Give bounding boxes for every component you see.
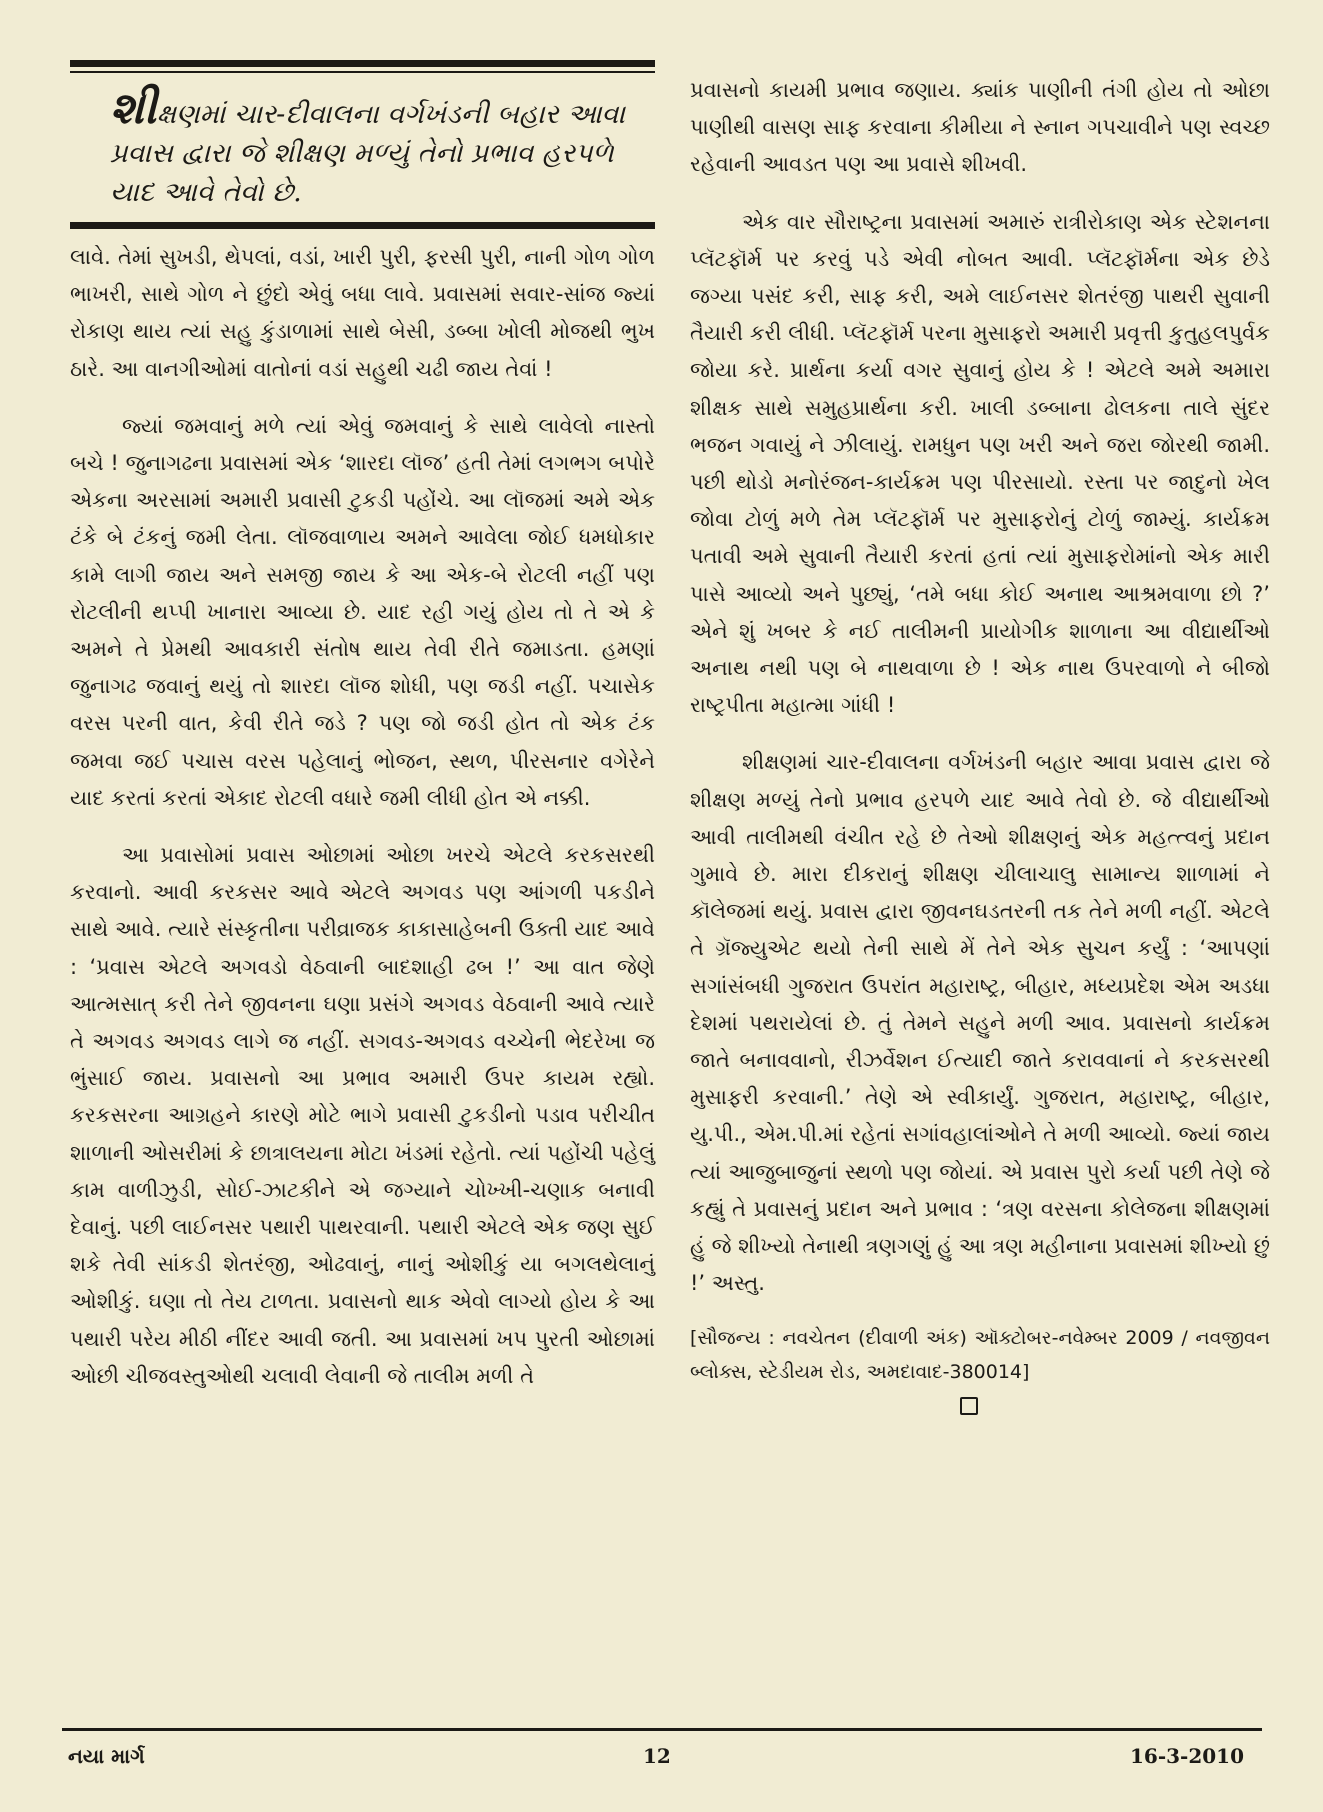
pull-quote-text: ક્ષણમાં ચાર-દીવાલના વર્ગખંડની બહાર આવા પ્રવાસ દ્વારા જે શીક્ષણ મળ્યું તેનો પ્રભાવ હરપળે યાદ આવે તેવો છે. <box>110 99 625 208</box>
footer-rule <box>62 1728 1262 1731</box>
pull-quote-top-rule <box>70 60 655 67</box>
left-paragraph-2: જ્યાં જમવાનું મળે ત્યાં એવું જમવાનું કે સાથે લાવેલો નાસ્તો બચે ! જુનાગઢના પ્રવાસમાં એક ‘શારદા લૉજ’ હતી તેમાં લગભગ બપોરે એકના અરસામાં અમારી પ્રવાસી ટુકડી પહોંચે. આ લૉજમાં અમે એક ટંકે બે ટંકનું જમી લેતા. લૉજવાળાય અમને આવેલા જોઈ ધમધોકાર કામે લાગી જાય અને સમજી જાય કે આ એક-બે રોટલી નહીં પણ રોટલીની થપ્પી ખાનારા આવ્યા છે. યાદ રહી ગયું હોય તો તે એ કે અમને તે પ્રેમથી આવકારી સંતોષ થાય તેવી રીતે જમાડતા. હમણાં જુનાગઢ જવાનું થયું તો શારદા લૉજ શોધી, પણ જડી નહીં. પચાસેક વરસ પરની વાત, કેવી રીતે જડે ? પણ જો જડી હોત તો એક ટંક જમવા જઈ પચાસ વરસ પહેલાનું ભોજન, સ્થળ, પીરસનાર વગેરેને યાદ કરતાં કરતાં એકાદ રોટલી વધારે જમી લીધી હોત એ નક્કી. <box>70 413 655 810</box>
footer-page-number: 12 <box>643 1744 671 1768</box>
right-column <box>690 72 1270 1415</box>
right-paragraph-1: પ્રવાસનો કાયમી પ્રભાવ જણાય. ક્યાંક પાણીની તંગી હોય તો ઓછા પાણીથી વાસણ સાફ કરવાના કીમીયા ને સ્નાન ગપચાવીને પણ સ્વચ્છ રહેવાની આવડત પણ આ પ્રવાસે શીખવી. <box>690 78 1270 177</box>
right-paragraph-3: શીક્ષણમાં ચાર-દીવાલના વર્ગખંડની બહાર આવા પ્રવાસ દ્વારા જે શીક્ષણ મળ્યું તેનો પ્રભાવ હરપળે યાદ આવે તેવો છે. જે વીદ્યાર્થીઓ આવી તાલીમથી વંચીત રહે છે તેઓ શીક્ષણનું એક મહત્ત્વનું પ્રદાન ગુમાવે છે. મારા દીકરાનું શીક્ષણ ચીલાચાલુ સામાન્ય શાળામાં ને કૉલેજમાં થયું. પ્રવાસ દ્વારા જીવનઘડતરની તક તેને મળી નહીં. એટલે તે ગ્રૅજ્યુએટ થયો તેની સાથે મેં તેને એક સુચન કર્યું : ‘આપણાં સગાંસંબધી ગુજરાત ઉપરાંત મહારાષ્ટ્ર, બીહાર, મધ્યપ્રદેશ એમ અડધા દેશમાં પથરાયેલાં છે. તું તેમને સહુને મળી આવ. પ્રવાસનો કાર્યક્રમ જાતે બનાવવાનો, રીઝર્વેશન ઈત્યાદી જાતે કરાવવાનાં ને કરકસરથી મુસાફરી કરવાની.’ તેણે એ સ્વીકાર્યું. ગુજરાત, મહારાષ્ટ્ર, બીહાર, યુ.પી., એમ.પી.માં રહેતાં સગાંવહાલાંઓને તે મળી આવ્યો. જ્યાં જાય ત્યાં આજુબાજુનાં સ્થળો પણ જોયાં. એ પ્રવાસ પુરો કર્યા પછી તેણે જે કહ્યું તે પ્રવાસનું પ્રદાન અને પ્રભાવ : ‘ત્રણ વરસના કોલેજના શીક્ષણમાં હું જે શીખ્યો તેનાથી ત્રણગણું હું આ ત્રણ મહીનાના પ્રવાસમાં શીખ્યો છું !’ અસ્તુ. <box>690 750 1270 1296</box>
footer-date: 16-3-2010 <box>1130 1744 1245 1768</box>
left-paragraph-1: લાવે. તેમાં સુખડી, થેપલાં, વડાં, ખારી પુરી, ફરસી પુરી, નાની ગોળ ગોળ ભાખરી, સાથે ગોળ ને છુંદો એવું બધા લાવે. પ્રવાસમાં સવાર-સાંજ જ્યાં રોકાણ થાય ત્યાં સહુ કુંડાળામાં સાથે બેસી, ડબ્બા ખોલી મોજથી ભુખ ઠારે. આ વાનગીઓમાં વાતોનાં વડાં સહુથી ચઢી જાય તેવાં ! <box>70 245 655 381</box>
pull-quote-bottom-rule <box>70 222 655 229</box>
right-paragraph-2: એક વાર સૌરાષ્ટ્રના પ્રવાસમાં અમારું રાત્રીરોકાણ એક સ્ટેશનના પ્લૅટફૉર્મ પર કરવું પડે એવી નોબત આવી. પ્લૅટફૉર્મના એક છેડે જગ્યા પસંદ કરી, સાફ કરી, અમે લાઈનસર શેતરંજી પાથરી સુવાની તૈયારી કરી લીધી. પ્લૅટફૉર્મ પરના મુસાફરો અમારી પ્રવૃત્તી કુતુહલપુર્વક જોયા કરે. પ્રાર્થના કર્યા વગર સુવાનું હોય કે ! એટલે અમે અમારા શીક્ષક સાથે સમુહપ્રાર્થના કરી. ખાલી ડબ્બાના ઢોલકના તાલે સુંદર ભજન ગવાયું ને ઝીલાયું. રામધુન પણ ખરી અને જરા જોરથી જામી. પછી થોડો મનોરંજન-કાર્યક્રમ પણ પીરસાયો. રસ્તા પર જાદુનો ખેલ જોવા ટોળું મળે તેમ પ્લૅટફૉર્મ પર મુસાફરોનું ટોળું જામ્યું. કાર્યક્રમ પતાવી અમે સુવાની તૈયારી કરતાં હતાં ત્યાં મુસાફરોમાંનો એક મારી પાસે આવ્યો અને પુછ્યું, ‘તમે બધા કોઈ અનાથ આશ્રમવાળા છો ?’ એને શું ખબર કે નઈ તાલીમની પ્રાયોગીક શાળાના આ વીદ્યાર્થીઓ અનાથ નથી પણ બે નાથવાળા છે ! એક નાથ ઉપરવાળો ને બીજો રાષ્ટ્રપીતા મહાત્મા ગાંધી ! <box>690 209 1270 718</box>
pull-quote <box>70 73 655 222</box>
left-column <box>70 60 655 1395</box>
end-mark-icon <box>960 1397 978 1415</box>
source-credit: [સૌજન્ય : નવચેતન (દીવાળી અંક) ઑક્ટોબર-નવેમ્બર 2009 / નવજીવન બ્લોક્સ, સ્ટેડીયમ રોડ, અમદાવાદ-380014] <box>690 1326 1270 1383</box>
pull-quote-initial: શી <box>110 83 157 134</box>
footer-magazine-name: નયા માર્ગ <box>68 1744 145 1768</box>
left-paragraph-3: આ પ્રવાસોમાં પ્રવાસ ઓછામાં ઓછા ખરચે એટલે કરકસરથી કરવાનો. આવી કરકસર આવે એટલે અગવડ પણ આંગળી પકડીને સાથે આવે. ત્યારે સંસ્કૃતીના પરીવ્રાજક કાકાસાહેબની ઉક્તી યાદ આવે : ‘પ્રવાસ એટલે અગવડો વેઠવાની બાદશાહી ઢબ !’ આ વાત જેણે આત્મસાત્ કરી તેને જીવનના ઘણા પ્રસંગે અગવડ વેઠવાની આવે ત્યારે તે અગવડ અગવડ લાગે જ નહીં. સગવડ-અગવડ વચ્ચેની ભેદરેખા જ ભુંસાઈ જાય. પ્રવાસનો આ પ્રભાવ અમારી ઉપર કાયમ રહ્યો. કરકસરના આગ્રહને કારણે મોટે ભાગે પ્રવાસી ટુકડીનો પડાવ પરીચીત શાળાની ઓસરીમાં કે છાત્રાલયના મોટા ખંડમાં રહેતો. ત્યાં પહોંચી પહેલું કામ વાળીઝુડી, સોઈ-ઝાટકીને એ જગ્યાને ચોખ્ખી-ચણાક બનાવી દેવાનું. પછી લાઈનસર પથારી પાથરવાની. પથારી એટલે એક જણ સુઈ શકે તેવી સાંકડી શેતરંજી, ઓઢવાનું, નાનું ઓશીકું યા બગલથેલાનું ઓશીકું. ઘણા તો તેય ટાળતા. પ્રવાસનો થાક એવો લાગ્યો હોય કે આ પથારી પરેય મીઠી નીંદર આવી જતી. આ પ્રવાસમાં ખપ પુરતી ઓછામાં ઓછી ચીજવસ્તુઓથી ચલાવી લેવાની જે તાલીમ મળી તે <box>70 843 655 1388</box>
